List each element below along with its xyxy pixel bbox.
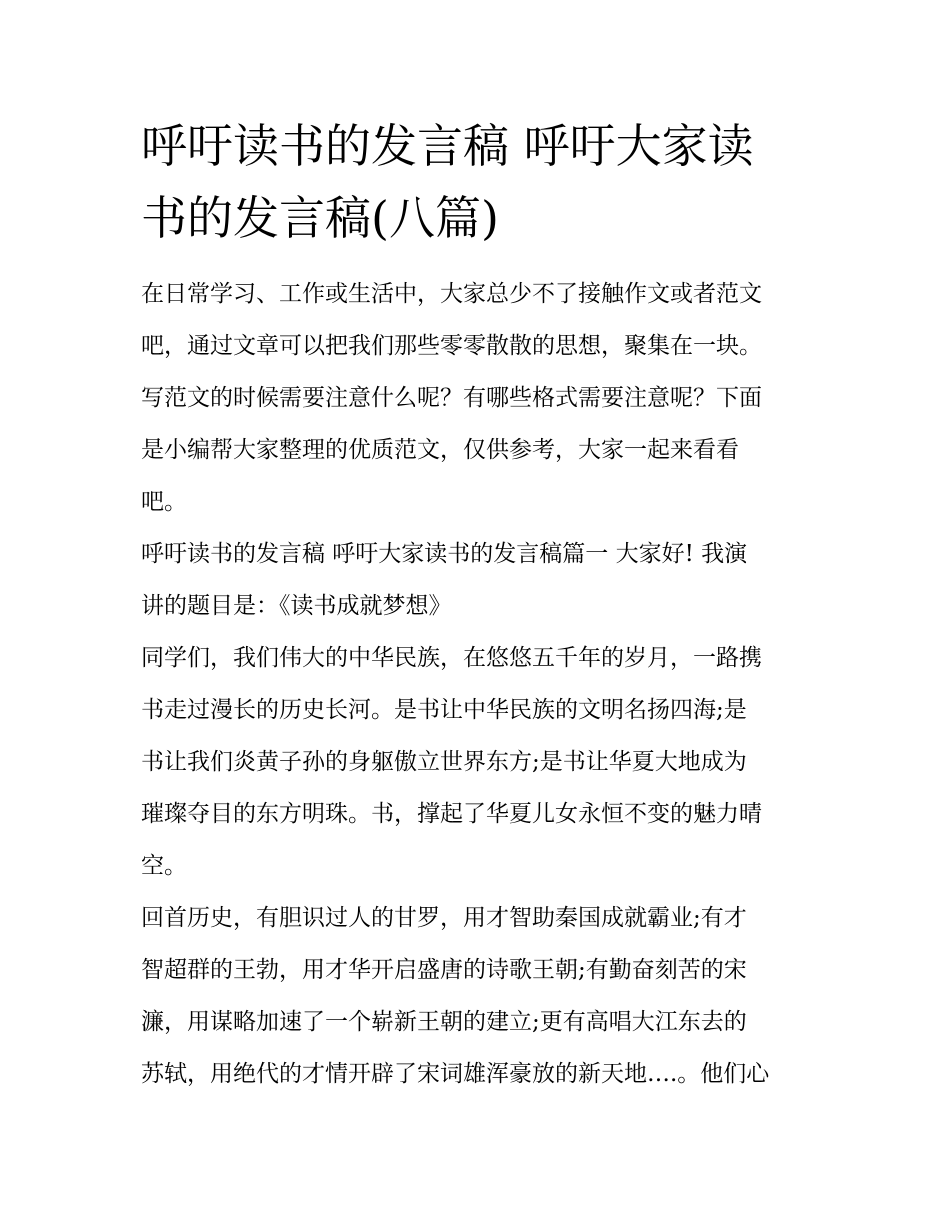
document-body [141, 268, 813, 1100]
text-line: 回首历史，有胆识过人的甘罗，用才智助秦国成就霸业;有才 [141, 905, 747, 931]
document-title [141, 110, 813, 254]
text-line: 苏轼，用绝代的才情开辟了宋词雄浑豪放的新天地….。他们心 [141, 1061, 770, 1087]
text-line: 濂，用谋略加速了一个崭新王朝的建立;更有高唱大江东去的 [141, 1009, 747, 1035]
paragraph-intro [141, 268, 813, 528]
text-line: 书让我们炎黄子孙的身躯傲立世界东方;是书让华夏大地成为 [141, 749, 747, 775]
text-line: 在日常学习、工作或生活中，大家总少不了接触作文或者范文 [141, 281, 762, 307]
text-line: 吧。 [141, 489, 187, 515]
text-line: 讲的题目是：《读书成就梦想》 [141, 593, 452, 619]
text-line: 璀璨夺目的东方明珠。书，撑起了华夏儿女永恒不变的魅力晴 [141, 801, 762, 827]
paragraph-speech-heading [141, 528, 813, 632]
title-line: 书的发言稿(八篇) [141, 191, 499, 245]
title-line: 呼吁读书的发言稿 呼吁大家读 [141, 119, 754, 173]
text-line: 空。 [141, 853, 187, 879]
text-line: 同学们，我们伟大的中华民族，在悠悠五千年的岁月，一路携 [141, 645, 762, 671]
text-line: 吧，通过文章可以把我们那些零零散散的思想，聚集在一块。 [141, 333, 762, 359]
text-line: 呼吁读书的发言稿 呼吁大家读书的发言稿篇一 大家好! 我演 [141, 541, 748, 567]
paragraph-history [141, 892, 813, 1100]
text-line: 是小编帮大家整理的优质范文，仅供参考，大家一起来看看 [141, 437, 739, 463]
paragraph-nation [141, 632, 813, 892]
document-content [141, 110, 813, 1100]
text-line: 书走过漫长的历史长河。是书让中华民族的文明名扬四海;是 [141, 697, 747, 723]
text-line: 写范文的时候需要注意什么呢？有哪些格式需要注意呢？下面 [141, 385, 762, 411]
text-line: 智超群的王勃，用才华开启盛唐的诗歌王朝;有勤奋刻苦的宋 [141, 957, 747, 983]
